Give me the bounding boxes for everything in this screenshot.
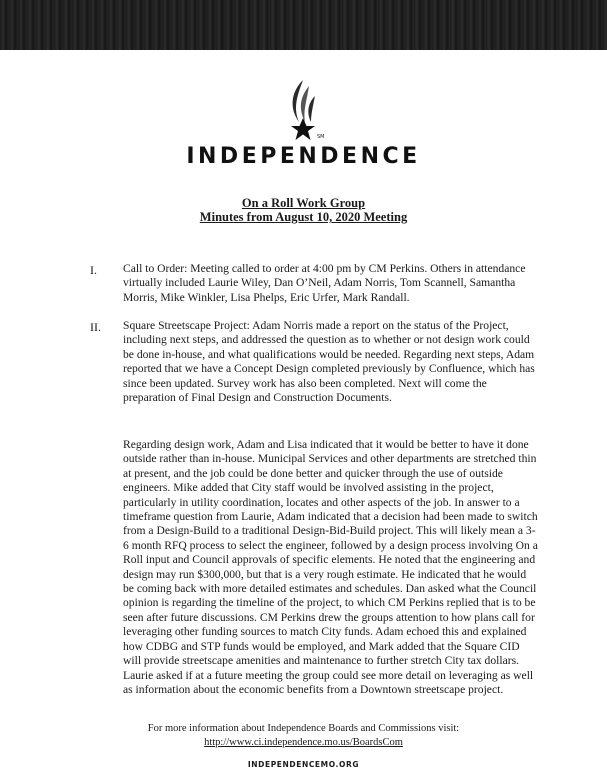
item-marker: I.: [90, 263, 97, 277]
document-title: On a Roll Work Group: [241, 196, 366, 210]
streetscape-paragraph: Square Streetscape Project: Adam Norris made a report on the status of the Project, including next steps, and addressed the question as to whether or not design work could be done in-house, and what qualifications would be needed. Regarding next steps, Adam reported that we have a Concept Design completed previously by Confluence, which has since been updated. Survey work has also been completed. Next will come the preparation of Final Design and Construction Documents.: [123, 319, 535, 405]
flame-star-logo-icon: [281, 78, 329, 144]
call-to-order-paragraph: Call to Order: Meeting called to order at 4:00 pm by CM Perkins. Others in attendance virtually included Laurie Wiley, Dan O’Neil, Adam Norris, Tom Scannell, Samantha Morris, Mike Winkler, Lisa Phelps, Eric Urfer, Mark Randall.: [123, 262, 526, 304]
design-work-paragraph: Regarding design work, Adam and Lisa indicated that it would be better to have it done outside rather than in-house. Municipal Services and other departments are stretched thin at present, and the job could be done better and quicker through the use of outside engineers. Mike added that City staff would be involved assisting in the project, particularly in utility coordination, locates and other aspects of the job. In answer to a timeframe question from Laurie, Adam indicated that a decision had been made to switch from a Design-Build to a traditional Design-Bid-Build project. This will likely mean a 3-6 month RFQ process to select the engineer, followed by a design process involving On a Roll input and Council approvals of specific elements. He noted that the engineering and design may run $300,000, but that is a very rough estimate. He indicated that he would be coming back with more detailed estimates and schedules. Dan asked what the Council opinion is regarding the timeline of the project, to which CM Perkins replied that is to be seen after future discussions. CM Perkins drew the groups attention to how plans call for leveraging other funding sources to match City funds. Adam echoed this and explained how CDBG and STP funds would be employed, and Mark added that the Square CID will provide streetscape amenities and maintenance to further stretch City tax dollars. Laurie asked if at a future meeting the group could see more detail on leveraging as well as information about the economic benefits from a Downtown streetscape project.: [123, 438, 538, 696]
footer-link[interactable]: http://www.ci.independence.mo.us/BoardsCom: [204, 737, 403, 748]
footer-site: INDEPENDENCEMO.ORG: [247, 760, 360, 769]
scan-edge-bar: [0, 0, 607, 50]
item-marker: II.: [90, 320, 101, 334]
footer-note: For more information about Independence Boards and Commissions visit:: [147, 723, 460, 734]
logo-mark: SM: [317, 134, 325, 140]
brand-wordmark: INDEPENDENCE: [186, 144, 421, 169]
document-subtitle: Minutes from August 10, 2020 Meeting: [199, 210, 408, 224]
